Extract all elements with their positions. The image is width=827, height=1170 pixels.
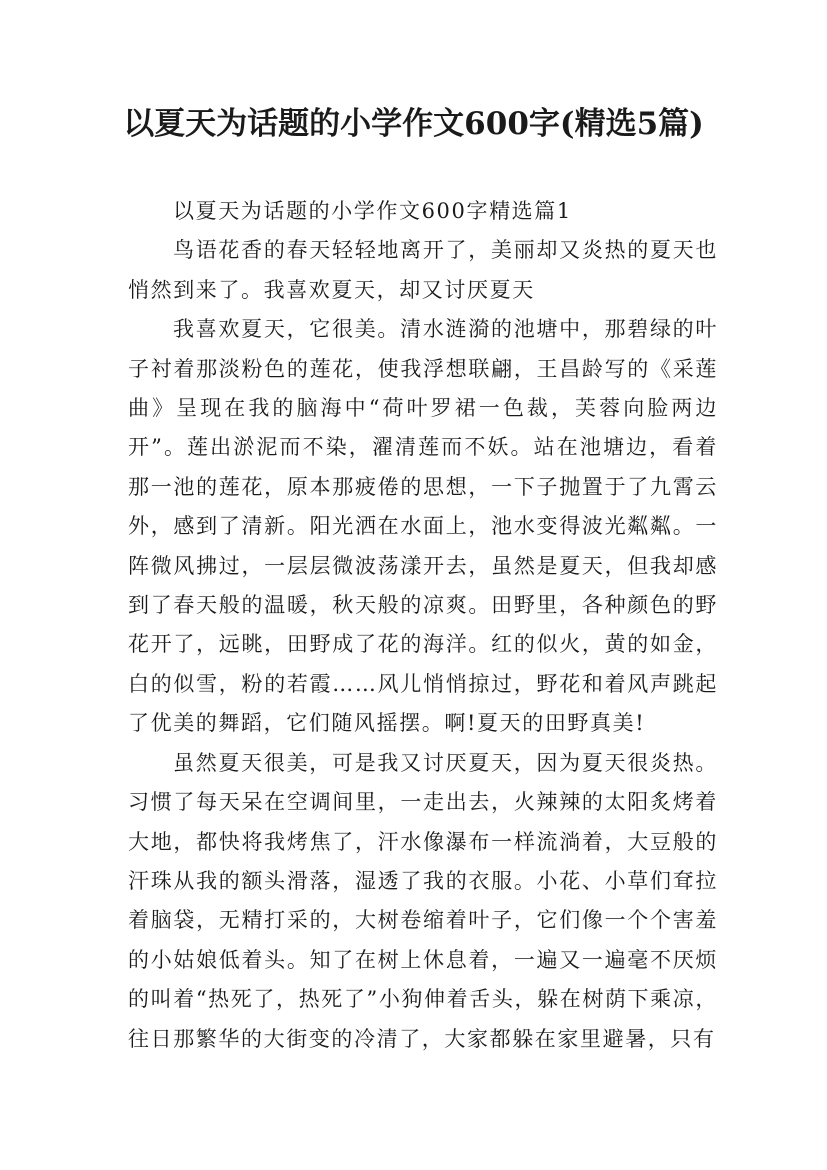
paragraph: 虽然夏天很美，可是我又讨厌夏天，因为夏天很炎热。习惯了每天呆在空调间里，一走出去，火辣辣的太阳炙烤着大地，都快将我烤焦了，汗水像瀑布一样流淌着，大豆般的汗珠从我的额头滑落，湿透了我的衣服。小花、小草们耷拉着脑袋，无精打采的，大树卷缩着叶子，它们像一个个害羞的小姑娘低着头。知了在树上休息着，一遍又一遍毫不厌烦的叫着“热死了，热死了”小狗伸着舌头，躲在树荫下乘凉，往日那繁华的大街变的冷清了，大家都躲在家里避暑，只有 [128,750,718,1051]
document-title: 以夏天为话题的小学作文600字(精选5篇) [123,106,704,142]
document-body [128,192,718,1059]
paragraph: 我喜欢夏天，它很美。清水涟漪的池塘中，那碧绿的叶子衬着那淡粉色的莲花，使我浮想联翩，王昌龄写的《采莲曲》呈现在我的脑海中“荷叶罗裙一色裁，芙蓉向脸两边开”。莲出淤泥而不染，濯清莲而不妖。站在池塘边，看着那一池的莲花，原本那疲倦的思想，一下子抛置于了九霄云外，感到了清新。阳光洒在水面上，池水变得波光粼粼。一阵微风拂过，一层层微波荡漾开去，虽然是夏天，但我却感到了春天般的温暖，秋天般的凉爽。田野里，各种颜色的野花开了，远眺，田野成了花的海洋。红的似火，黄的如金，白的似雪，粉的若霞……风儿悄悄掠过，野花和着风声跳起了优美的舞蹈，它们随风摇摆。啊!夏天的田野真美! [128,317,718,736]
section-heading: 以夏天为话题的小学作文600字精选篇1 [173,199,572,223]
paragraph: 鸟语花香的春天轻轻地离开了，美丽却又炎热的夏天也悄然到来了。我喜欢夏天，却又讨厌夏天 [128,238,718,302]
